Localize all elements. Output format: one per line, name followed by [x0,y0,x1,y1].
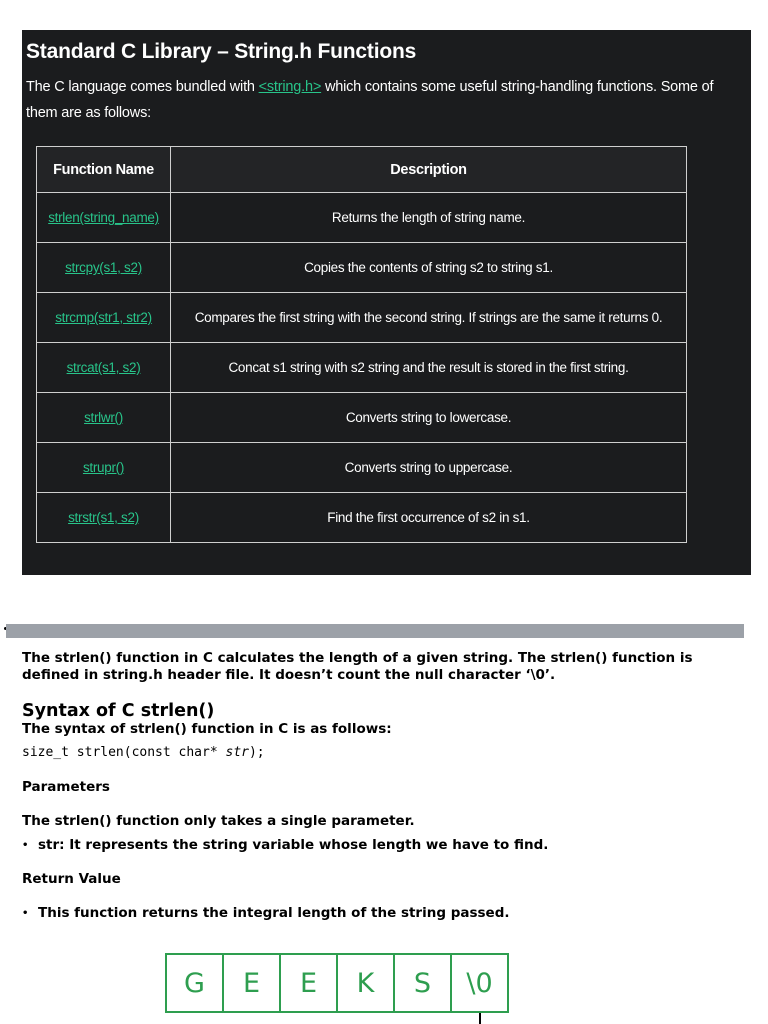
table-row [37,493,687,543]
table-row [37,393,687,443]
bullet-glyph: • [22,907,29,919]
function-name-cell [37,293,171,343]
parameter-str-text: str: It represents the string variable whose length we have to find. [38,837,549,853]
string-functions-card [22,30,751,575]
table-row [37,193,687,243]
header-description: Description [171,147,687,193]
function-link-strstr[interactable]: strstr(s1, s2) [68,510,139,525]
array-cell: E [279,953,338,1013]
pointer-line [479,1013,481,1024]
string-h-link[interactable]: <string.h> [258,79,322,95]
function-name-cell [37,443,171,493]
function-name-cell [37,243,171,293]
header-function-name: Function Name [37,147,171,193]
function-link-strcat[interactable]: strcat(s1, s2) [66,360,141,375]
parameter-list-item [22,837,548,853]
function-link-strcpy[interactable]: strcpy(s1, s2) [65,260,142,275]
intro-text-before: The C language comes bundled with [26,79,259,95]
code-prefix: size_t strlen(const char* [22,745,226,760]
description-cell: Concat s1 string with s2 string and the result is stored in the first string. [171,343,687,393]
function-link-strcmp[interactable]: strcmp(str1, str2) [55,310,152,325]
strlen-intro-paragraph: The strlen() function in C calculates the length of a given string. The strlen() function is defined in string.h header file. It doesn’t count the null character ‘\0’. [22,650,693,683]
code-argument: str [225,745,249,760]
return-list-item [22,905,510,921]
code-suffix: ); [248,745,265,760]
syntax-heading: Syntax of C strlen() [22,701,215,721]
array-cell: G [165,953,224,1013]
description-cell: Find the first occurrence of s2 in s1. [171,493,687,543]
function-name-cell [37,193,171,243]
parameters-heading: Parameters [22,779,110,795]
description-cell: Compares the first string with the second string. If strings are the same it returns 0. [171,293,687,343]
horizontal-scrollbar[interactable] [6,624,744,638]
table-row [37,443,687,493]
card-title: Standard C Library – String.h Functions [26,40,417,63]
function-name-cell [37,493,171,543]
parameters-text: The strlen() function only takes a single parameter. [22,813,415,829]
table-row [37,293,687,343]
description-cell: Copies the contents of string s2 to string s1. [171,243,687,293]
array-cell: S [393,953,452,1013]
intro-text-after: which contains some useful string-handling functions. Some of them are as follows: [26,79,714,121]
description-cell: Converts string to uppercase. [171,443,687,493]
description-cell: Converts string to lowercase. [171,393,687,443]
function-name-cell [37,343,171,393]
description-cell: Returns the length of string name. [171,193,687,243]
function-link-strupr[interactable]: strupr() [82,460,125,475]
table-row [37,243,687,293]
return-value-heading: Return Value [22,871,121,887]
table-row [37,343,687,393]
bullet-glyph: • [22,839,29,851]
card-intro [26,74,744,126]
null-terminator-cell: \0 [450,953,509,1013]
table-header-row [37,147,687,193]
return-value-text: This function returns the integral length of the string passed. [38,905,510,921]
function-link-strlwr[interactable]: strlwr() [84,410,123,425]
function-link-strlen[interactable]: strlen(string_name) [48,210,159,225]
string-array-diagram [165,953,509,1013]
array-cell: K [336,953,395,1013]
function-name-cell [37,393,171,443]
syntax-text: The syntax of strlen() function in C is as follows: [22,721,392,737]
functions-table [36,146,687,543]
array-cell: E [222,953,281,1013]
syntax-code-block [22,745,265,760]
